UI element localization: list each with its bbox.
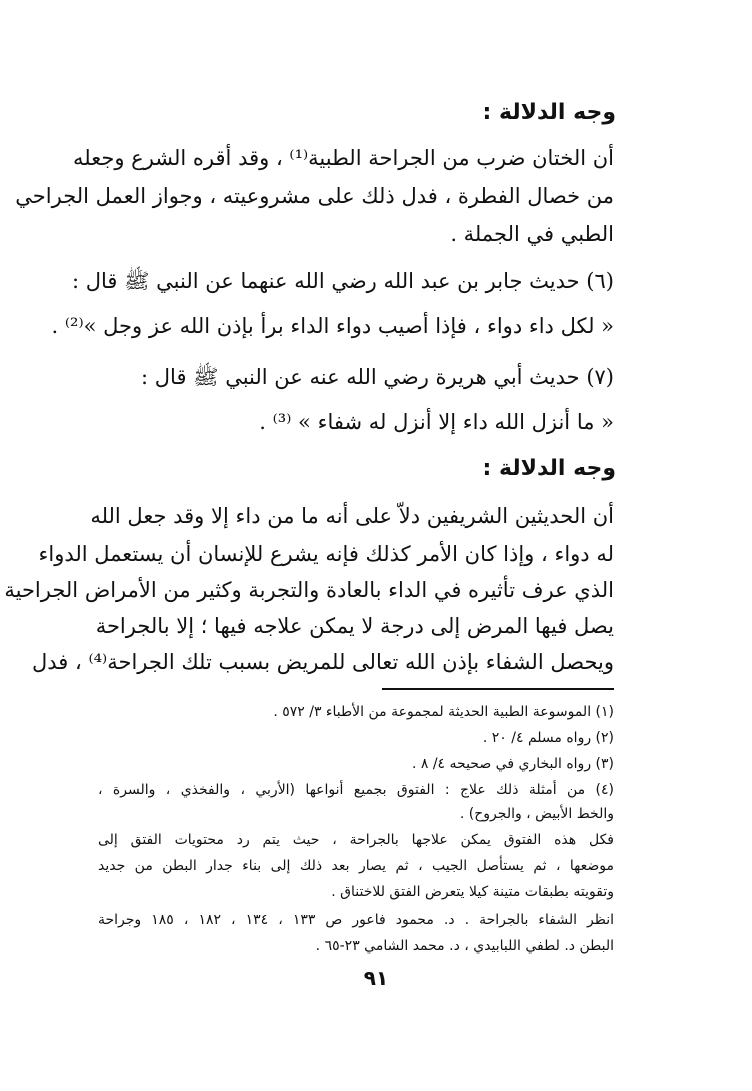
footnote-2: (٢) رواه مسلم ٤/ ٢٠ .: [482, 730, 614, 746]
footnote-4-line: موضعها ، ثم يستأصل الجيب ، ثم يصار بعد ذلك إلى بناء جدار البطن من جديد: [98, 858, 614, 874]
paragraph-line: الذي عرف تأثيره في الداء بالعادة والتجربة وكثير من الأمراض الجراحية: [4, 578, 614, 602]
paragraph-line: له دواء ، وإذا كان الأمر كذلك فإنه يشرع للإنسان أن يستعمل الدواء: [38, 542, 614, 566]
paragraph-line: الطبي في الجملة .: [450, 222, 614, 246]
hadith-text: « ما أنزل الله داء إلا أنزل له شفاء » ⁽³⁾ .: [259, 410, 614, 434]
footnote-4-line: انظر الشفاء بالجراحة . د. محمود فاعور ص ١٣٣ ، ١٣٤ ، ١٨٢ ، ١٨٥ وجراحة: [98, 912, 615, 928]
footnote-4-line: وتقويته بطبقات متينة كيلا يتعرض الفتق للاختناق .: [331, 884, 614, 900]
page-number: ٩١: [363, 966, 389, 990]
hadith-intro: (٧) حديث أبي هريرة رضي الله عنه عن النبي ﷺ قال :: [141, 365, 614, 389]
section-heading: وجه الدلالة :: [482, 456, 616, 481]
footnote-1: (١) الموسوعة الطبية الحديثة لمجموعة من الأطباء ٣/ ٥٧٢ .: [273, 704, 614, 720]
paragraph-line: من خصال الفطرة ، فدل ذلك على مشروعيته ، وجواز العمل الجراحي: [15, 184, 614, 208]
hadith-intro: (٦) حديث جابر بن عبد الله رضي الله عنهما عن النبي ﷺ قال :: [72, 269, 614, 293]
hadith-text: « لكل داء دواء ، فإذا أصيب دواء الداء برأ بإذن الله عز وجل »⁽²⁾ .: [51, 314, 614, 338]
paragraph-line: ويحصل الشفاء بإذن الله تعالى للمريض بسبب تلك الجراحة⁽⁴⁾ ، فدل: [32, 650, 614, 674]
footnote-4-line: فكل هذه الفتوق يمكن علاجها بالجراحة ، حيث يتم رد محتويات الفتق إلى: [98, 832, 614, 848]
footnote-4-line: والخط الأبيض ، والجروح) .: [459, 806, 614, 822]
footnote-3: (٣) رواه البخاري في صحيحه ٤/ ٨ .: [411, 756, 614, 772]
footnote-4: (٤) من أمثلة ذلك علاج : الفتوق بجميع أنواعها (الأربي ، والفخذي ، والسرة ،: [98, 782, 614, 798]
paragraph-line: يصل فيها المرض إلى درجة لا يمكن علاجه فيها ؛ إلا بالجراحة: [95, 614, 614, 638]
paragraph-line: أن الختان ضرب من الجراحة الطبية⁽¹⁾ ، وقد أقره الشرع وجعله: [73, 146, 614, 170]
footnote-4-line: البطن د. لطفي اللبابيدي ، د. محمد الشامي ٢٣-٦٥ .: [315, 938, 614, 954]
paragraph-line: أن الحديثين الشريفين دلاّ على أنه ما من داء إلا وقد جعل الله: [90, 504, 614, 528]
footnote-separator: [382, 688, 614, 690]
section-heading: وجه الدلالة :: [482, 100, 616, 125]
